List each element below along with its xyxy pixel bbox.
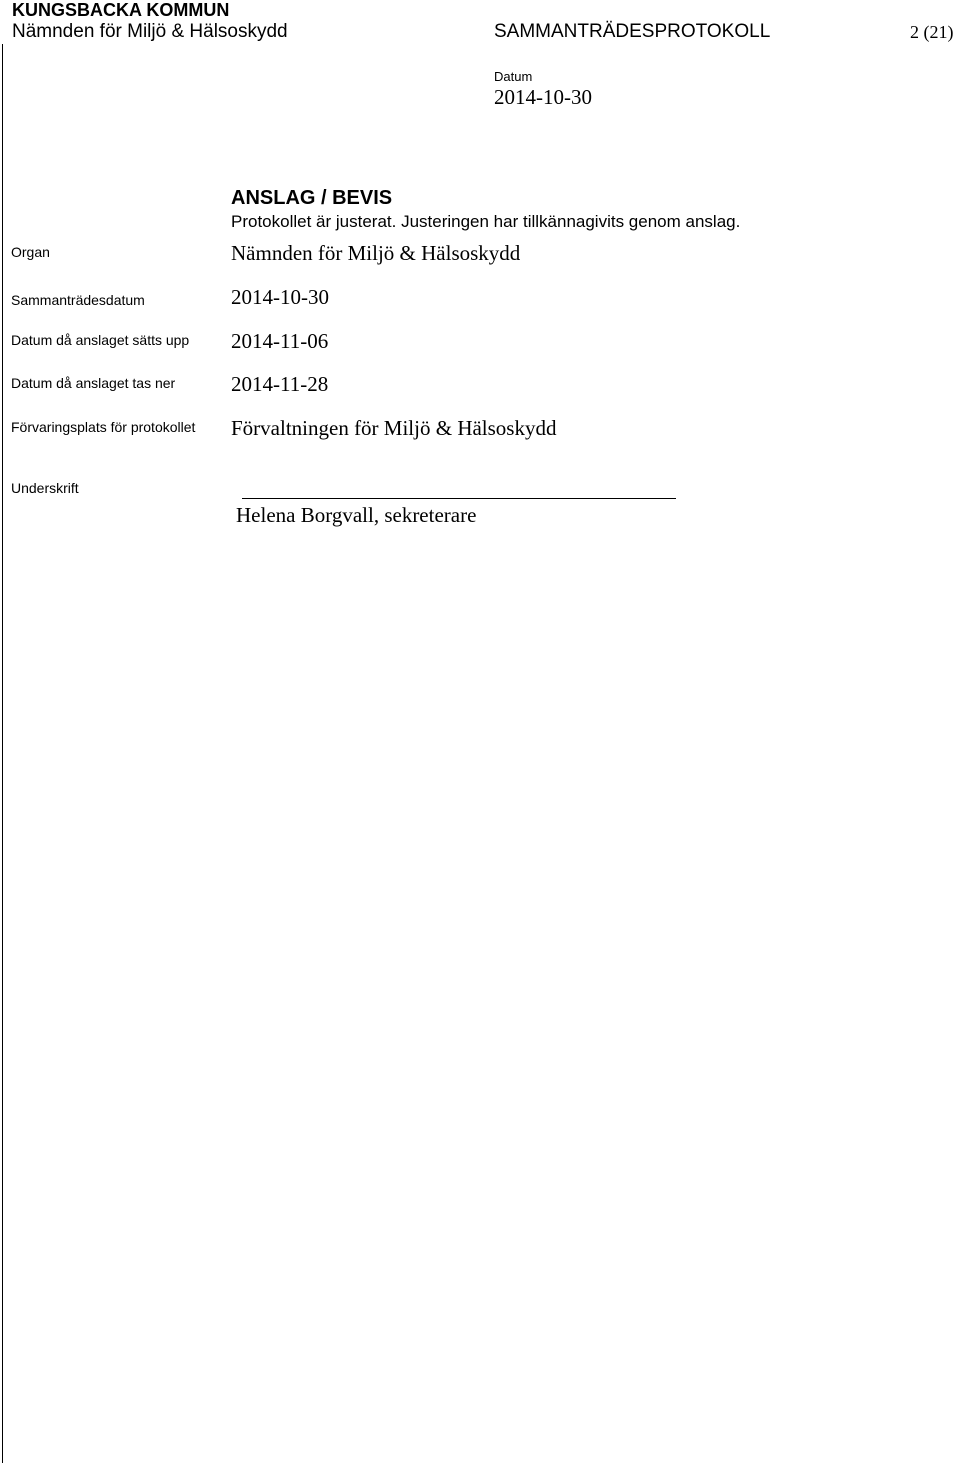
organization-name: KUNGSBACKA KOMMUN bbox=[12, 0, 230, 20]
meeting-date-value: 2014-10-30 bbox=[231, 285, 329, 309]
date-label: Datum bbox=[494, 69, 533, 84]
posted-date-label: Datum då anslaget sätts upp bbox=[11, 332, 190, 348]
removed-date-label: Datum då anslaget tas ner bbox=[11, 375, 176, 391]
storage-label: Förvaringsplats för protokollet bbox=[11, 419, 196, 435]
document-type: SAMMANTRÄDESPROTOKOLL bbox=[494, 21, 771, 42]
signature-line bbox=[242, 498, 676, 499]
signature-label: Underskrift bbox=[11, 480, 79, 496]
meeting-date-label: Sammanträdesdatum bbox=[11, 292, 145, 308]
committee-name: Nämnden för Miljö & Hälsoskydd bbox=[12, 21, 288, 42]
organ-value: Nämnden för Miljö & Hälsoskydd bbox=[231, 241, 521, 265]
anslag-text: Protokollet är justerat. Justeringen har tillkännagivits genom anslag. bbox=[231, 212, 741, 231]
date-value: 2014-10-30 bbox=[494, 85, 592, 109]
page-number: 2 (21) bbox=[910, 22, 954, 42]
anslag-title: ANSLAG / BEVIS bbox=[231, 187, 393, 209]
page-left-rule bbox=[2, 44, 3, 1463]
posted-date-value: 2014-11-06 bbox=[231, 329, 329, 353]
organ-label: Organ bbox=[11, 244, 50, 260]
signature-name: Helena Borgvall, sekreterare bbox=[236, 503, 477, 527]
storage-value: Förvaltningen för Miljö & Hälsoskydd bbox=[231, 416, 557, 440]
removed-date-value: 2014-11-28 bbox=[231, 372, 329, 396]
